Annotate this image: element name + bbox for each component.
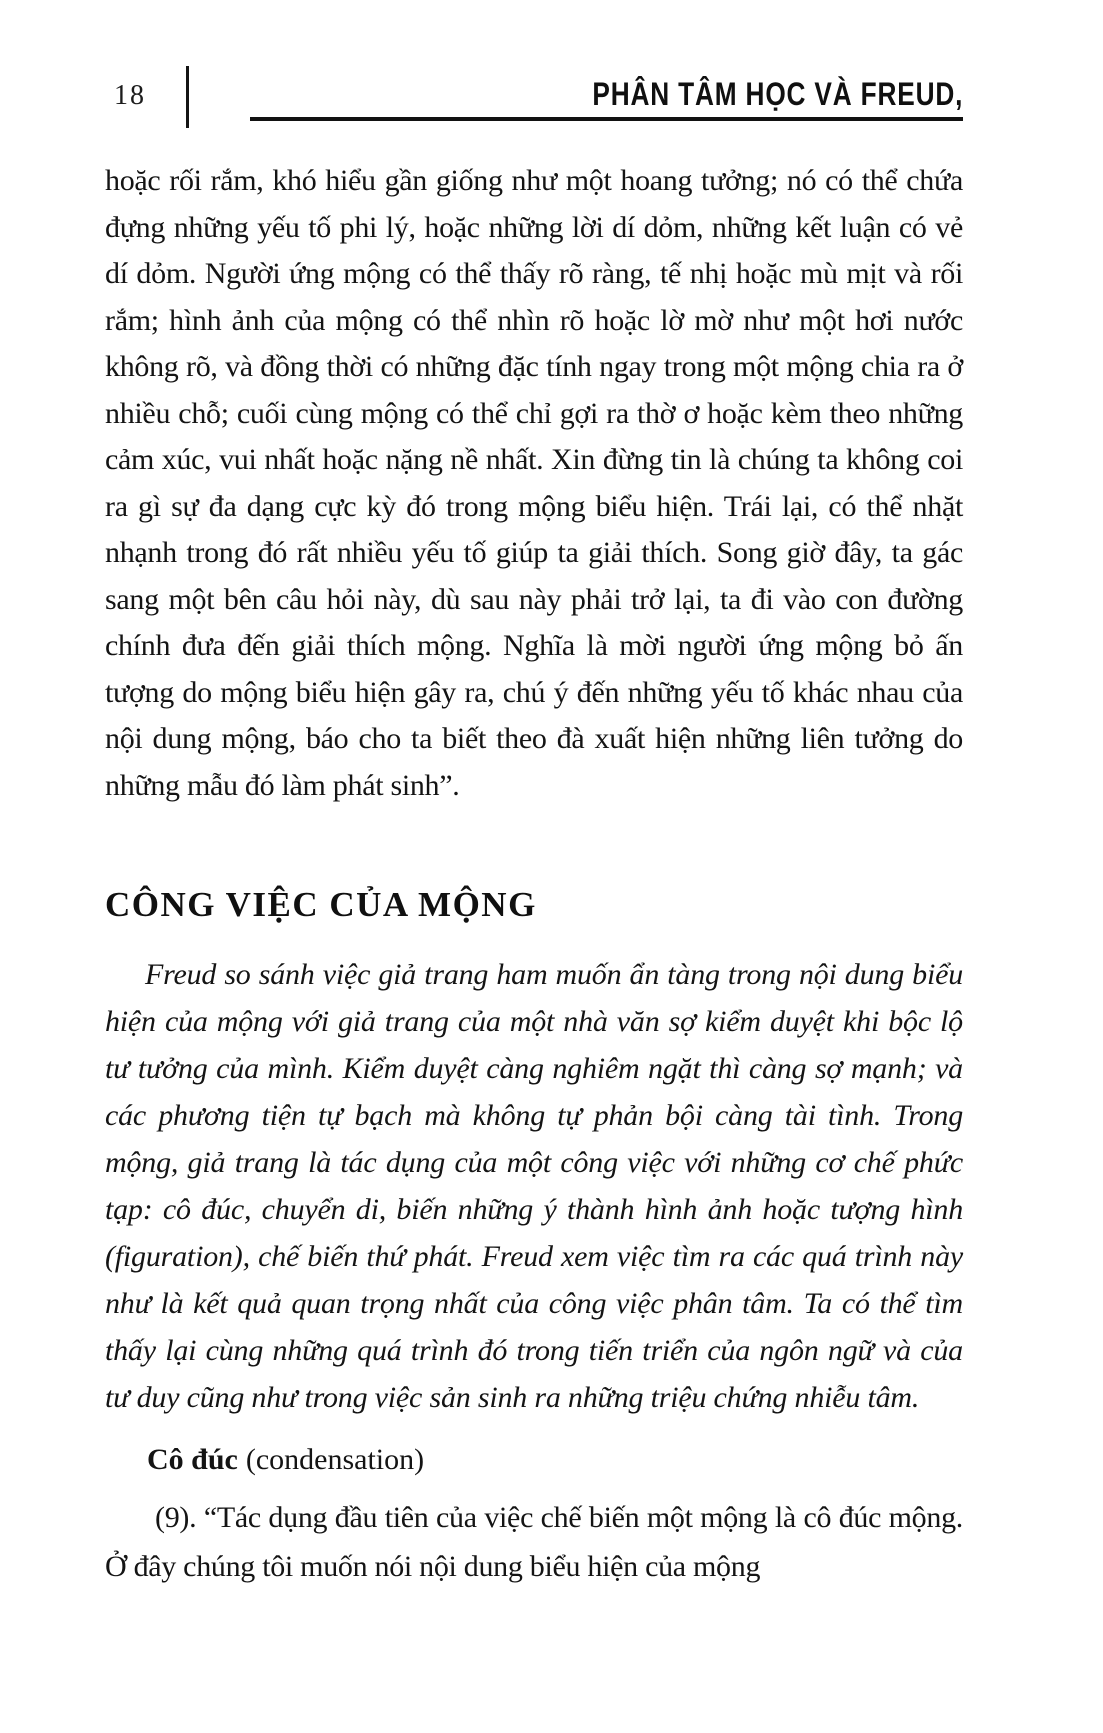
paragraph-dream-manifest-continuation: hoặc rối rắm, khó hiểu gần giống như một hoang tưởng; nó có thể chứa đựng những yếu tố phi lý, hoặc những lời dí dỏm, những kết luận có vẻ dí dỏm. Người ứng mộng có thể thấy rõ ràng, tế nhị hoặc mù mịt và rối rắm; hình ảnh của mộng có thể nhìn rõ hoặc lờ mờ như một hơi nước không rõ, và đồng thời có những đặc tính ngay trong một mộng chia ra ở nhiều chỗ; cuối cùng mộng có thể chỉ gợi ra thờ ơ hoặc kèm theo những cảm xúc, vui nhất hoặc nặng nề nhất. Xin đừng tin là chúng ta không coi ra gì sự đa dạng cực kỳ đó trong mộng biểu hiện. Trái lại, có thể nhặt nhạnh trong đó rất nhiều yếu tố giúp ta giải thích. Song giờ đây, ta gác sang một bên câu hỏi này, dù sau này phải trở lại, ta đi vào con đường chính đưa đến giải thích mộng. Nghĩa là mời người ứng mộng bỏ ấn tượng do mộng biểu hiện gây ra, chú ý đến những yếu tố khác nhau của nội dung mộng, báo cho ta biết theo đà xuất hiện những liên tưởng do những mẫu đó làm phát sinh”. <box>105 164 963 802</box>
running-title: PHÂN TÂM HỌC VÀ FREUD, <box>592 76 963 112</box>
paragraph-dream-work-summary: Freud so sánh việc giả trang ham muốn ẩn tàng trong nội dung biểu hiện của mộng với giả trang của một nhà văn sợ kiểm duyệt khi bộc lộ tư tưởng của mình. Kiểm duyệt càng nghiêm ngặt thì càng sợ mạnh; và các phương tiện tự bạch mà không tự phản bội càng tài tình. Trong mộng, giả trang là tác dụng của một công việc với những cơ chế phức tạp: cô đúc, chuyển di, biến những ý thành hình ảnh hoặc tượng hình (figuration), chế biến thứ phát. Freud xem việc tìm ra các quá trình này như là kết quả quan trọng nhất của công việc phân tâm. Ta có thể tìm thấy lại cùng những quá trình đó trong tiến triển của ngôn ngữ và của tư duy cũng như trong việc sản sinh ra những triệu chứng nhiễu tâm. <box>105 958 963 1414</box>
section-heading-cong-viec-cua-mong: CÔNG VIỆC CỦA MỘNG <box>105 885 537 924</box>
term-co-duc: Cô đúc <box>147 1443 238 1476</box>
header-divider-bar <box>186 66 189 128</box>
term-annotation: (condensation) <box>245 1443 425 1476</box>
text-column <box>105 158 963 1591</box>
subheading-term-line <box>105 1443 963 1477</box>
page-number: 18 <box>114 80 146 111</box>
paragraph-condensation-quote: (9). “Tác dụng đầu tiên của việc chế biến một mộng là cô đúc mộng. Ở đây chúng tôi muốn nói nội dung biểu hiện của mộng <box>105 1501 963 1583</box>
header-rule <box>250 117 963 121</box>
